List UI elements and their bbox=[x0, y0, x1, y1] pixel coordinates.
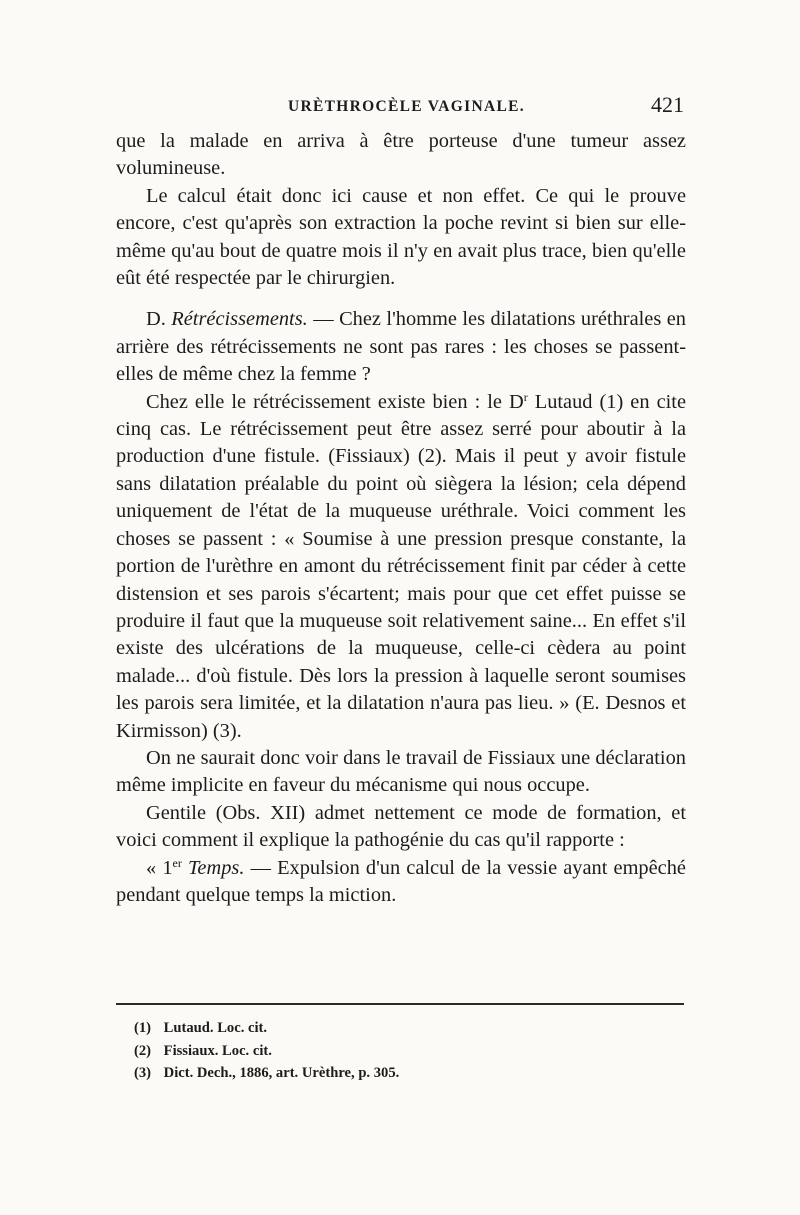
section-letter: D. bbox=[146, 308, 166, 331]
section-title: Rétrécissements. bbox=[171, 308, 308, 331]
page-number: 421 bbox=[651, 92, 684, 117]
paragraph-6: Gentile (Obs. XII) admet nettement ce mode de formation, et voici comment il explique la pathogénie du cas qu'il rapporte : bbox=[116, 801, 686, 852]
page-header bbox=[116, 92, 686, 122]
paragraph-2: Le calcul était donc ici cause et non effet. Ce qui le prouve encore, c'est qu'après son extraction la poche revint si bien sur elle-même qu'au bout de quatre mois il n'y en avait plus trace, bien qu'elle eût été respectée par le chirurgien. bbox=[116, 184, 686, 290]
running-title: URÈTHROCÈLE VAGINALE. bbox=[288, 98, 525, 115]
quote-open: « 1 bbox=[146, 856, 173, 879]
footnote-mark: (2) bbox=[134, 1042, 152, 1059]
footnote-divider bbox=[116, 1003, 684, 1005]
footnote bbox=[134, 1062, 399, 1085]
footnote bbox=[134, 1040, 399, 1063]
body-text bbox=[116, 128, 686, 909]
superscript-er: er bbox=[172, 855, 182, 870]
paragraph-4-start: Chez elle le rétrécissement existe bien : le D bbox=[146, 390, 524, 413]
paragraph-4 bbox=[116, 389, 686, 745]
paragraph-7-text: — Expulsion d'un calcul de la vessie ayant empêché pendant quelque temps la miction. bbox=[116, 856, 686, 906]
paragraph-1: que la malade en arriva à être porteuse d'une tumeur assez volumineuse. bbox=[116, 130, 686, 180]
footnote-mark: (3) bbox=[134, 1065, 152, 1081]
step-title: Temps. bbox=[187, 856, 245, 879]
paragraph-5: On ne saurait donc voir dans le travail de Fissiaux une déclaration même implicite en faveur du mécanisme qui nous occupe. bbox=[116, 746, 686, 797]
footnote-text: Dict. Dech., 1886, art. Urèthre, p. 305. bbox=[163, 1065, 400, 1081]
paragraph-3 bbox=[116, 306, 686, 388]
footnote bbox=[134, 1017, 399, 1040]
paragraph-7 bbox=[116, 855, 686, 910]
footnote-text: Lutaud. Loc. cit. bbox=[163, 1020, 268, 1036]
paragraph-4-text: Lutaud (1) en cite cinq cas. Le rétrécissement peut être assez serré pour aboutir à la production d'une fistule. (Fissiaux) (2). Mais il peut y avoir fistule sans dilatation préalable du point où siègera la lésion; cela dépend uniquement de l'état de la muqueuse uréthrale. Voici comment les choses se passent : « Soumise à une pression presque constante, la portion de l'urèthre en amont du rétrécissement finit par céder à cette distension et ses parois s'écartent; mais pour que cet effet puisse se produire il faut que la muqueuse soit relativement saine... En effet s'il existe des ulcérations de la muqueuse, celle-ci cèdera au point malade... d'où fistule. Dès lors la pression à laquelle seront soumises les parois sera limitée, et la dilatation n'aura pas lieu. » (E. Desnos et Kirmisson) (3). bbox=[116, 390, 686, 742]
paragraph-3-text: — Chez l'homme les dilatations uréthrales en arrière des rétrécissements ne sont pas rares : les choses se passent-elles de même chez la femme ? bbox=[116, 308, 686, 386]
footnote-text: Fissiaux. Loc. cit. bbox=[163, 1042, 272, 1059]
footnote-mark: (1) bbox=[134, 1020, 152, 1036]
superscript-r: r bbox=[523, 389, 528, 404]
footnotes bbox=[134, 1017, 399, 1085]
